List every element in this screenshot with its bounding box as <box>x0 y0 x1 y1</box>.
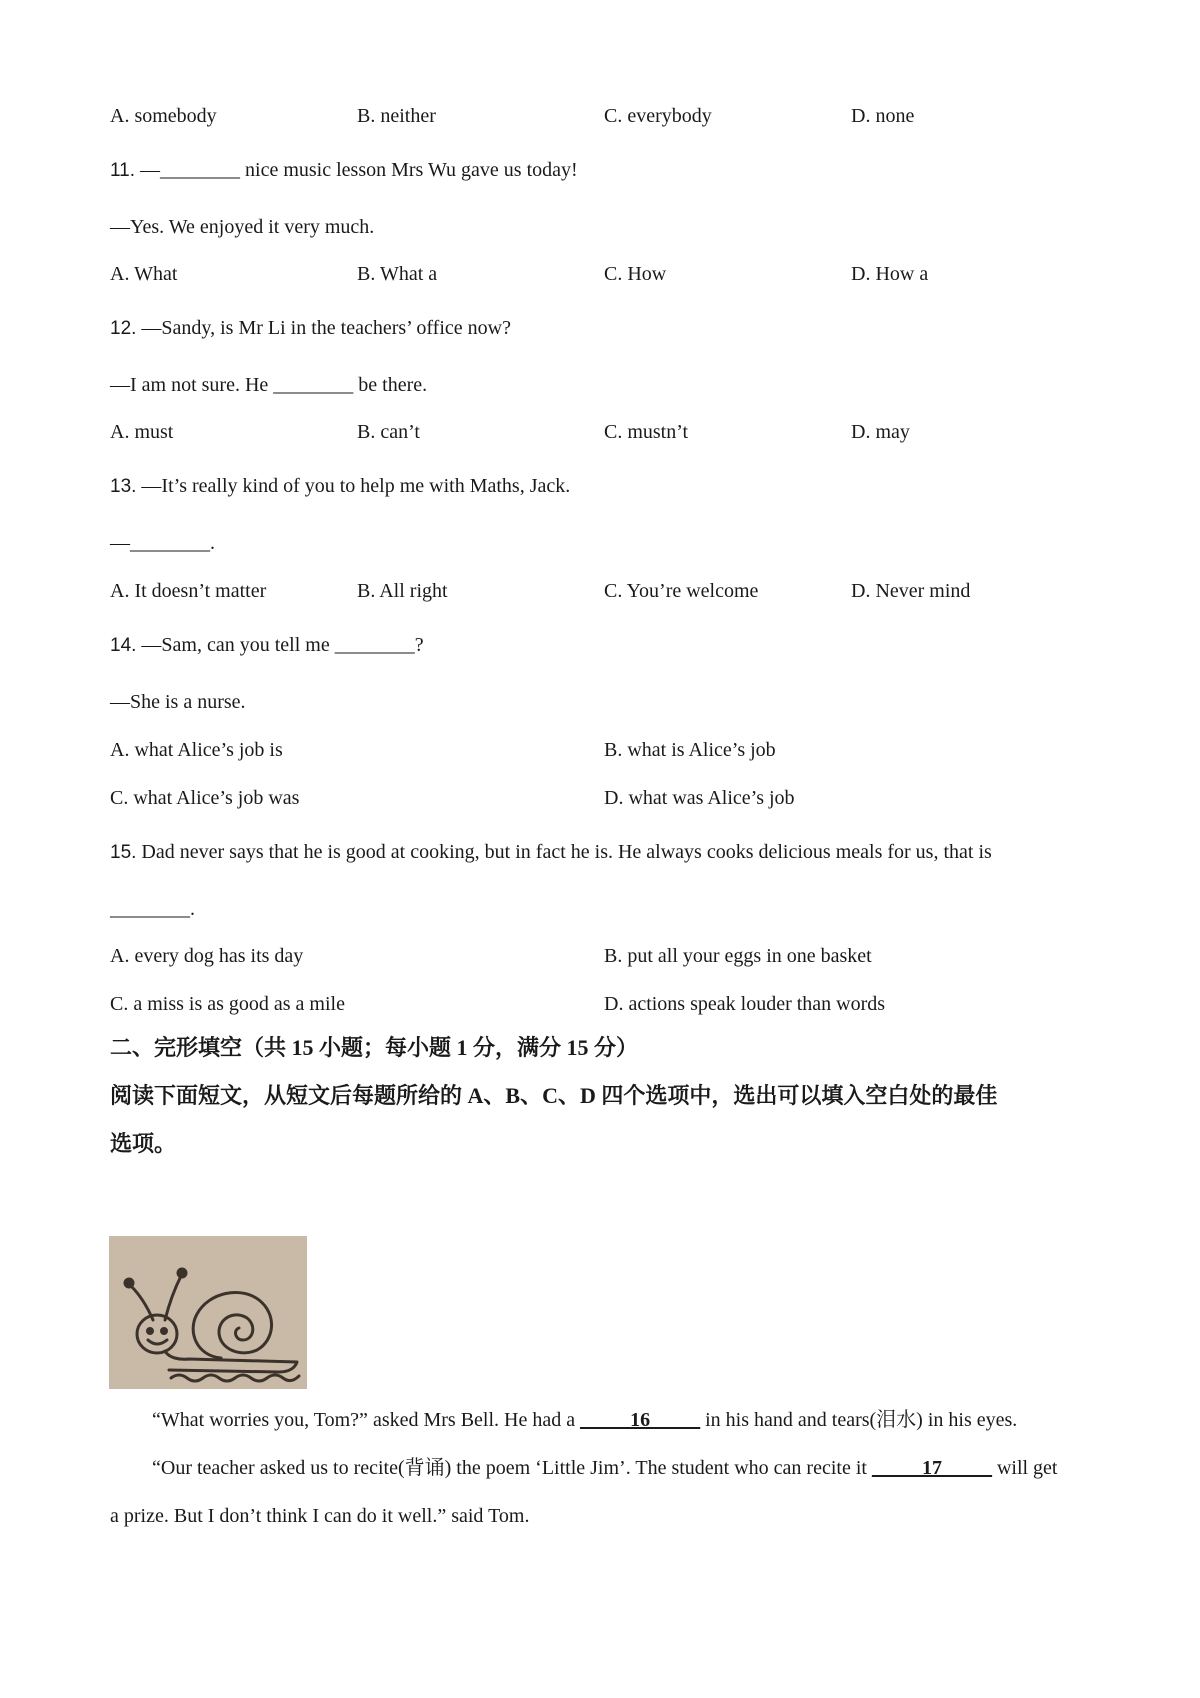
passage-paragraph-2-continued: a prize. But I don’t think I can do it well.” said Tom. <box>110 1505 530 1527</box>
q15-option-d[interactable]: D. actions speak louder than words <box>604 993 886 1015</box>
q11-option-d[interactable]: D. How a <box>851 263 929 285</box>
q11-number: 11. <box>110 160 136 181</box>
q13-reply: —________. <box>110 532 215 554</box>
q13-number: 13. <box>110 476 137 497</box>
q10-option-a[interactable]: A. somebody <box>110 105 217 127</box>
q15-option-a[interactable]: A. every dog has its day <box>110 945 304 967</box>
passage-p2-text-before: “Our teacher asked us to recite(背诵) the poem ‘Little Jim’. The student who can recite it <box>152 1457 872 1479</box>
q15-stem: Dad never says that he is good at cooking, but in fact he is. He always cooks delicious meals for us, that is <box>141 841 992 863</box>
passage-p1-text-before: “What worries you, Tom?” asked Mrs Bell. He had a <box>152 1409 581 1431</box>
q12-number: 12. <box>110 318 137 339</box>
q11-option-c[interactable]: C. How <box>604 263 667 285</box>
blank-16[interactable]: _____16_____ <box>580 1409 701 1431</box>
q14-option-a[interactable]: A. what Alice’s job is <box>110 739 283 761</box>
q11-option-a[interactable]: A. What <box>110 263 178 285</box>
q13-option-d[interactable]: D. Never mind <box>851 580 971 602</box>
q15-option-b[interactable]: B. put all your eggs in one basket <box>604 945 872 967</box>
q14-stem: —Sam, can you tell me ________? <box>141 634 424 656</box>
q12-option-a[interactable]: A. must <box>110 421 174 443</box>
q11-option-b[interactable]: B. What a <box>357 263 438 285</box>
q12-option-b[interactable]: B. can’t <box>357 421 420 443</box>
q13-option-b[interactable]: B. All right <box>357 580 448 602</box>
q14-stem-line <box>110 633 424 658</box>
q14-option-d[interactable]: D. what was Alice’s job <box>604 787 795 809</box>
q14-reply: —She is a nurse. <box>110 691 246 713</box>
q13-stem: —It’s really kind of you to help me with Maths, Jack. <box>141 475 571 497</box>
q10-option-b[interactable]: B. neither <box>357 105 436 127</box>
q12-stem-line <box>110 316 511 341</box>
q11-stem: —________ nice music lesson Mrs Wu gave us today! <box>140 159 578 181</box>
passage-p2-text-after: will get <box>991 1457 1058 1479</box>
q15-blank: ________. <box>110 898 195 920</box>
passage-paragraph-1 <box>152 1408 1142 1432</box>
q11-stem-line <box>110 158 578 183</box>
q13-option-c[interactable]: C. You’re welcome <box>604 580 759 602</box>
q14-option-c[interactable]: C. what Alice’s job was <box>110 787 300 809</box>
q15-option-c[interactable]: C. a miss is as good as a mile <box>110 993 345 1015</box>
q14-number: 14. <box>110 635 137 656</box>
q15-stem-line <box>110 840 992 865</box>
q12-reply: —I am not sure. He ________ be there. <box>110 374 428 396</box>
section-2-instruction-line-1: 阅读下面短文，从短文后每题所给的 A、B、C、D 四个选项中，选出可以填入空白处的最佳 <box>110 1083 998 1108</box>
q10-option-c[interactable]: C. everybody <box>604 105 712 127</box>
q13-stem-line <box>110 474 570 499</box>
passage-p1-text-after: in his hand and tears(泪水) in his eyes. <box>700 1409 1018 1431</box>
section-2-title: 二、完形填空（共 15 小题；每小题 1 分，满分 15 分） <box>110 1035 639 1060</box>
q12-option-c[interactable]: C. mustn’t <box>604 421 689 443</box>
q12-stem: —Sandy, is Mr Li in the teachers’ office now? <box>141 317 511 339</box>
passage-paragraph-2 <box>152 1456 1142 1480</box>
q15-number: 15. <box>110 842 137 863</box>
snail-image <box>109 1236 307 1389</box>
section-2-instruction-line-2: 选项。 <box>110 1131 177 1156</box>
snail-drawing <box>109 1236 307 1389</box>
q11-reply: —Yes. We enjoyed it very much. <box>110 216 375 238</box>
q12-option-d[interactable]: D. may <box>851 421 910 443</box>
q10-option-d[interactable]: D. none <box>851 105 915 127</box>
q13-option-a[interactable]: A. It doesn’t matter <box>110 580 267 602</box>
q14-option-b[interactable]: B. what is Alice’s job <box>604 739 776 761</box>
blank-17[interactable]: _____17_____ <box>871 1457 992 1479</box>
